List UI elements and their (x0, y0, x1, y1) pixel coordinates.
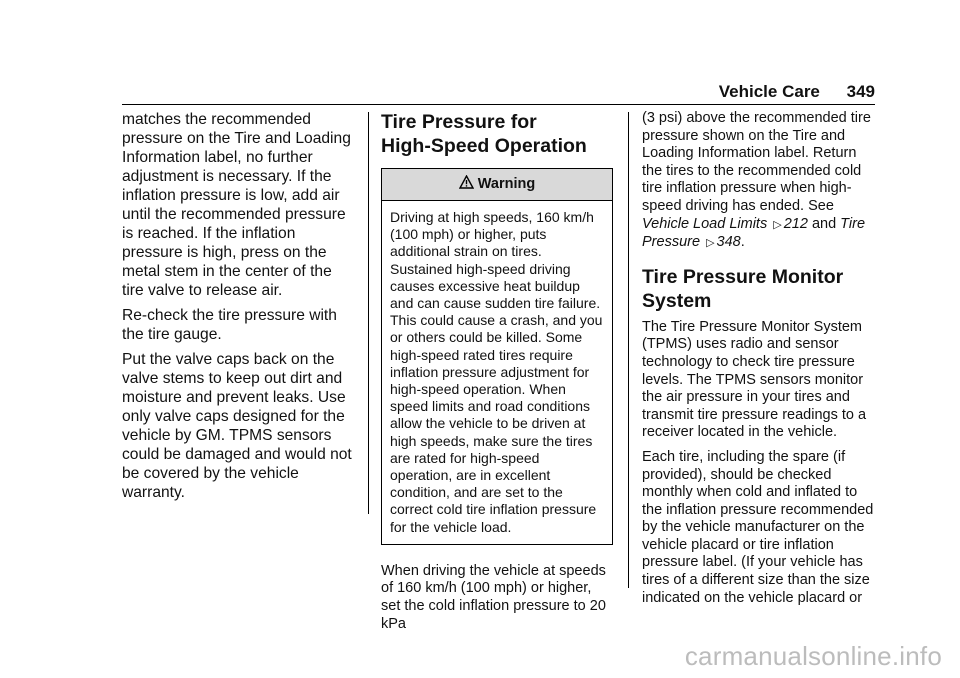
column-divider-1 (368, 112, 369, 514)
warning-body: Driving at high speeds, 160 km/h (100 mph) or higher, puts additional strain on tires. Sustained high-speed driving causes excessive heat buildup and can cause sudden tire failure. This could cause a crash, and you or others could be killed. Some high-speed rated tires require inflation pressure adjustment for high-speed operation. When speed limits and road conditions allow the vehicle to be driven at high speeds, make sure the tires are rated for high-speed operation, are in excellent condition, and are set to the correct cold tire inflation pressure for the vehicle load. (390, 209, 603, 535)
cross-reference-link[interactable]: Vehicle Load Limits (642, 215, 768, 232)
page-number: 349 (846, 82, 875, 101)
text: and (811, 215, 837, 232)
page-ref-arrow-icon: ▷ (706, 237, 715, 250)
paragraph: matches the recommended pressure on the Tire and Loading Information label, no further adjustment is necessary. If the inflation pressure is low, add air until the recommended pressure is reached. If the inflation pressure is high, press on the metal stem in the center of the tire valve to release air. (122, 111, 351, 299)
section-heading (381, 110, 614, 158)
heading-line: Tire Pressure for (381, 111, 537, 133)
header-rule (122, 104, 875, 105)
page-header (719, 82, 875, 102)
text: . (740, 234, 745, 251)
warning-box (381, 168, 613, 545)
heading-line: High-Speed Operation (381, 135, 587, 157)
paragraph (642, 110, 878, 253)
heading-line: Tire Pressure Monitor (642, 265, 844, 288)
section-title: Vehicle Care (718, 82, 820, 101)
paragraph: When driving the vehicle at speeds of 160 km/h (100 mph) or higher, set the cold inflation pressure to 20 kPa (381, 562, 606, 632)
section-heading (642, 265, 878, 313)
cross-reference-link[interactable]: Tire Pressure (642, 215, 866, 251)
column-3 (642, 110, 878, 614)
warning-title: Warning (477, 175, 536, 192)
watermark: carmanualsonline.info (684, 641, 942, 671)
text: (3 psi) above the recommended tire pressure shown on the Tire and Loading Information label. Return the tires to the recommended cold tire inflation pressure when high-speed driving has ended. (642, 110, 871, 214)
text: See (808, 197, 834, 214)
column-1 (122, 110, 354, 508)
column-divider-2 (628, 112, 629, 588)
heading-line: System (642, 289, 712, 312)
paragraph: The Tire Pressure Monitor System (TPMS) uses radio and sensor technology to check tire pressure levels. The TPMS sensors monitor the air pressure in your tires and transmit tire pressure readings to a receiver located in the vehicle. (642, 318, 867, 441)
paragraph: Each tire, including the spare (if provided), should be checked monthly when cold and inflated to the inflation pressure recommended by the vehicle manufacturer on the vehicle placard or tire inflation pressure label. (If your vehicle has tires of a different size than the size indicated on the vehicle placard or (642, 448, 874, 606)
page-ref[interactable]: 212 (783, 215, 808, 232)
warning-icon (459, 175, 474, 194)
page-ref[interactable]: 348 (716, 234, 741, 251)
warning-title-bar (382, 169, 612, 201)
paragraph: Put the valve caps back on the valve stems to keep out dirt and moisture and prevent leaks. Use only valve caps designed for the vehicle by GM. TPMS sensors could be damaged and would not be covered by the vehicle warranty. (122, 351, 352, 501)
paragraph: Re-check the tire pressure with the tire gauge. (122, 307, 337, 343)
column-2 (381, 110, 614, 640)
page-ref-arrow-icon: ▷ (773, 218, 782, 231)
